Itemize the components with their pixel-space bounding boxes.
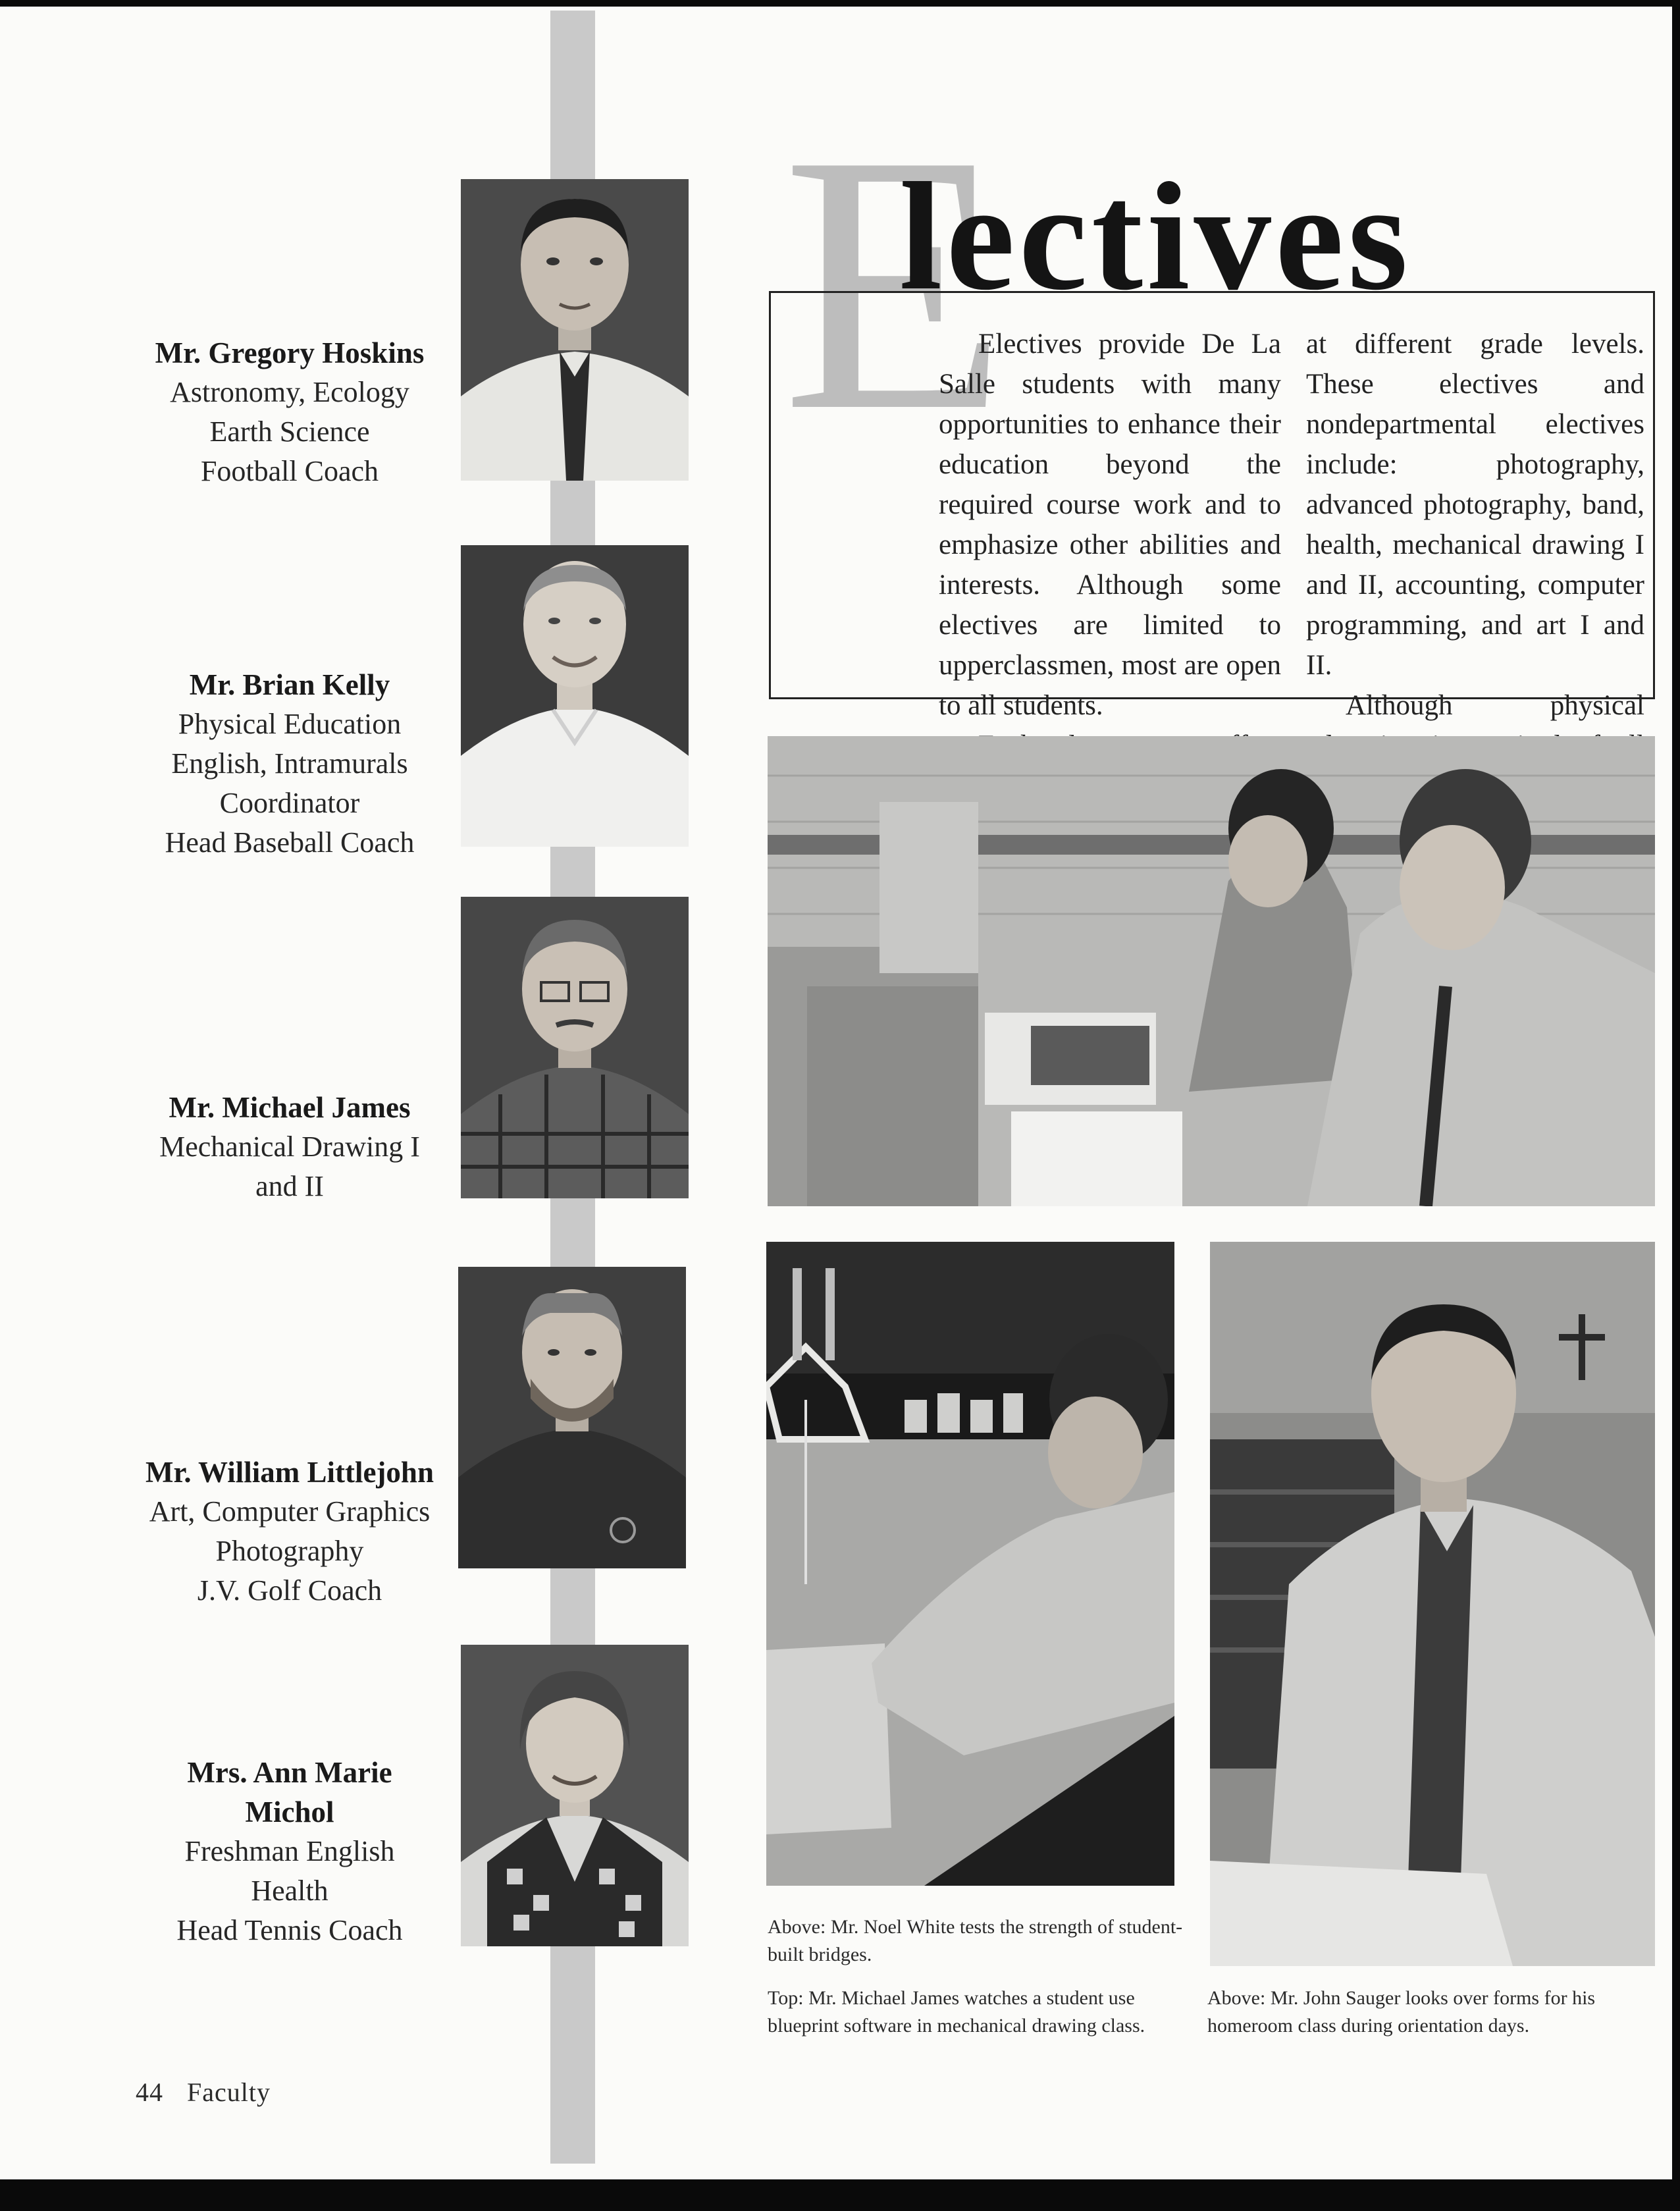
photo-computer-lab: [768, 736, 1655, 1206]
faculty-role: Physical Education: [178, 708, 402, 740]
faculty-role: Football Coach: [200, 455, 379, 487]
faculty-role: Mechanical Drawing I: [159, 1131, 420, 1163]
faculty-role: Coordinator: [219, 787, 360, 819]
intro-column-1: [939, 324, 1281, 806]
faculty-role: Art, Computer Graphics: [149, 1495, 431, 1528]
page-title: lectives: [899, 151, 1412, 322]
faculty-name: Mr. William Littlejohn: [145, 1456, 434, 1489]
portrait-kelly: [461, 545, 689, 847]
faculty-entry-michol: [165, 1753, 415, 1950]
faculty-entry-kelly: [132, 665, 448, 863]
portrait-hoskins: [461, 179, 689, 481]
page-number: 44: [136, 2077, 163, 2107]
portrait-littlejohn: [458, 1267, 686, 1568]
faculty-role: English, Intramurals: [171, 747, 408, 780]
faculty-name: Mrs. Ann Marie Michol: [187, 1756, 392, 1828]
faculty-role: Photography: [215, 1535, 364, 1567]
faculty-role: Head Baseball Coach: [165, 826, 415, 859]
faculty-role: Astronomy, Ecology: [170, 376, 409, 408]
faculty-role: and II: [255, 1170, 324, 1202]
faculty-role: Freshman English: [184, 1835, 395, 1867]
faculty-name: Mr. Gregory Hoskins: [155, 336, 425, 369]
title-initial: E: [782, 79, 1008, 487]
faculty-entry-littlejohn: [132, 1452, 448, 1611]
faculty-name: Mr. Michael James: [169, 1091, 411, 1124]
intro-paragraph: Electives provide De La Salle students with many opportunities to enhance their education beyond the required course work and to emphasize other abilities and interests. Although some electives are limited to upperclassmen, most are open to all students.: [939, 329, 1281, 721]
photo-bridge-test: [766, 1242, 1174, 1886]
faculty-role: Head Tennis Coach: [176, 1914, 403, 1946]
yearbook-page: [0, 7, 1672, 2179]
photo-sauger: [1210, 1242, 1655, 1966]
faculty-entry-james: [132, 1088, 448, 1206]
faculty-entry-hoskins: [132, 333, 448, 491]
intro-paragraph: at different grade levels. These electives and nondepartmental electives include: photography, advanced photography, band, health, mechanical drawing I and II, accounting, computer programming, and art I and II.: [1306, 329, 1644, 681]
faculty-role: Health: [251, 1875, 328, 1907]
faculty-name: Mr. Brian Kelly: [189, 668, 390, 701]
faculty-role: Earth Science: [209, 415, 370, 448]
portrait-michol: [461, 1645, 689, 1946]
portrait-james: [461, 897, 689, 1198]
faculty-role: J.V. Golf Coach: [197, 1574, 382, 1607]
caption-sauger: Above: Mr. John Sauger looks over forms for his homeroom class during orientation days.: [1207, 1987, 1596, 2037]
page-folio: [136, 2077, 294, 2108]
caption-top-photo: Top: Mr. Michael James watches a student use blueprint software in mechanical drawing class.: [768, 1987, 1145, 2037]
caption-bridge: Above: Mr. Noel White tests the strength of student-built bridges.: [768, 1916, 1183, 1965]
section-name: Faculty: [187, 2077, 271, 2107]
intro-paragraph: Although physical: [1346, 690, 1644, 721]
